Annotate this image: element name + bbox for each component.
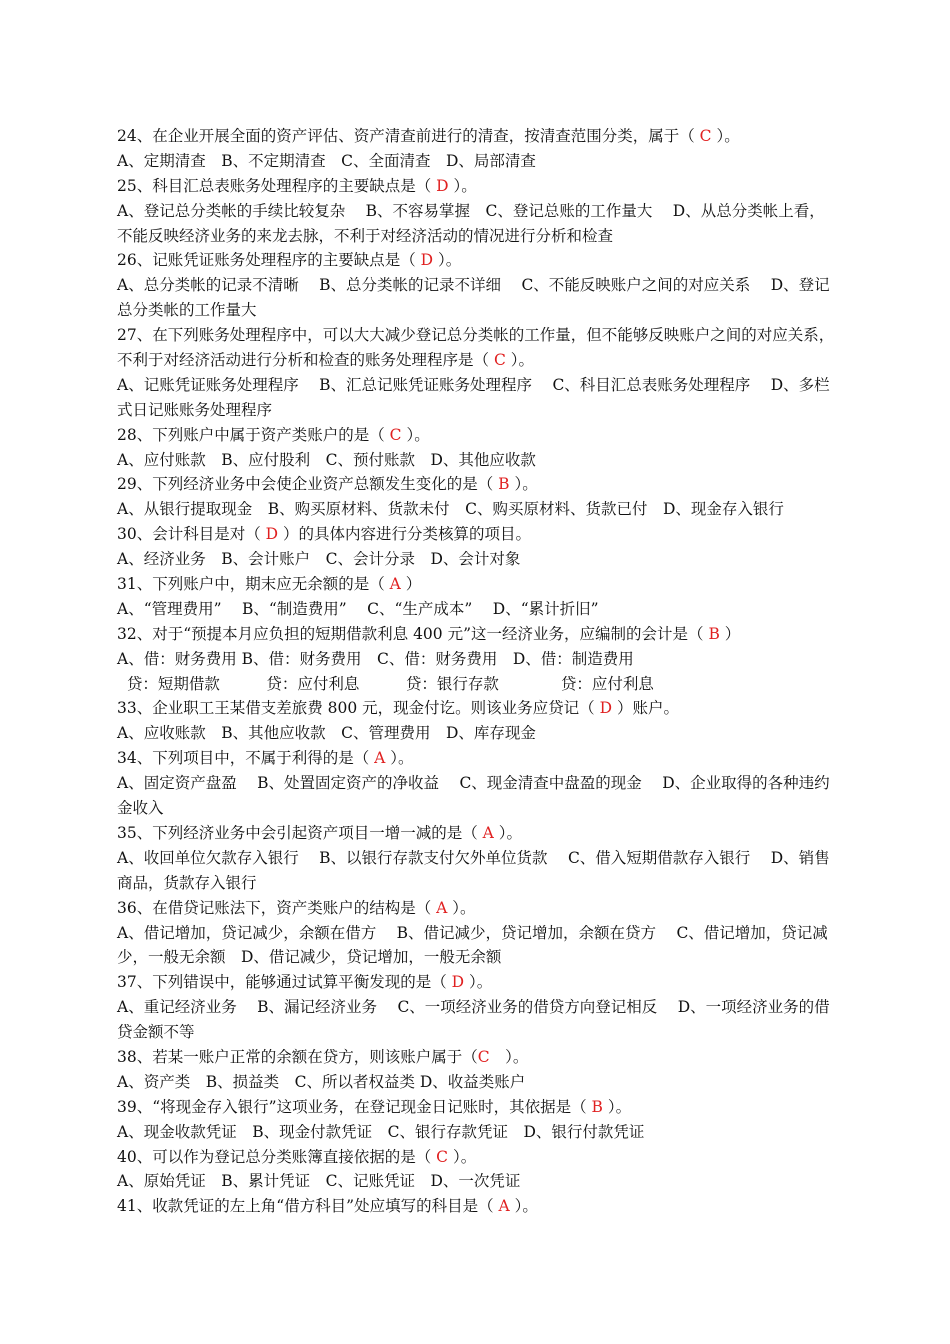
text-line xyxy=(117,1020,887,1045)
answer-letter: A xyxy=(436,898,448,917)
text-line xyxy=(117,1095,887,1120)
line-text: 不利于对经济活动进行分析和检查的账务处理程序是（ xyxy=(117,351,494,370)
line-text-tail: ）的具体内容进行分类核算的项目。 xyxy=(278,525,532,544)
line-text: 式日记账账务处理程序 xyxy=(117,400,273,419)
line-text-tail: ）。 xyxy=(464,973,493,992)
text-line xyxy=(117,721,887,746)
line-text: A、现金收款凭证 B、现金付款凭证 C、银行存款凭证 D、银行付款凭证 xyxy=(117,1122,645,1141)
line-text-tail: ）。 xyxy=(505,351,534,370)
answer-letter: B xyxy=(591,1097,603,1116)
line-text: A、固定资产盘盈 B、处置固定资产的净收益 C、现金清查中盘盈的现金 D、企业取得的各种违约 xyxy=(117,774,830,793)
line-text: 贷：短期借款 贷：应付利息 贷：银行存款 贷：应付利息 xyxy=(117,674,654,693)
text-line xyxy=(117,472,887,497)
answer-letter: A xyxy=(482,823,494,842)
text-line xyxy=(117,273,887,298)
answer-letter: C xyxy=(436,1147,449,1166)
line-text: 28、下列账户中属于资产类账户的是（ xyxy=(117,425,390,444)
line-text-tail: ）。 xyxy=(711,127,740,145)
line-text: 32、对于“预提本月应负担的短期借款利息 400 元”这一经济业务，应编制的会计是（ xyxy=(117,624,709,643)
line-text: 26、记账凭证账务处理程序的主要缺点是（ xyxy=(117,251,421,270)
text-line xyxy=(117,945,887,970)
line-text: A、借：财务费用 B、借：财务费用 C、借：财务费用 D、借：制造费用 xyxy=(117,649,634,668)
line-text: A、经济业务 B、会计账户 C、会计分录 D、会计对象 xyxy=(117,550,521,569)
answer-letter: C xyxy=(389,425,402,444)
text-line xyxy=(117,771,887,796)
text-line xyxy=(117,995,887,1020)
line-text: 不能反映经济业务的来龙去脉，不利于对经济活动的情况进行分析和检查 xyxy=(117,226,614,245)
line-text: A、“管理费用” B、“制造费用” C、“生产成本” D、“累计折旧” xyxy=(117,599,599,618)
line-text: A、收回单位欠款存入银行 B、以银行存款支付欠外单位货款 C、借入短期借款存入银行 D、销售 xyxy=(117,848,830,867)
text-line xyxy=(117,1045,887,1070)
line-text: A、借记增加，贷记减少，余额在借方 B、借记减少，贷记增加，余额在贷方 C、借记增加，贷记减 xyxy=(117,923,828,942)
line-text: A、原始凭证 B、累计凭证 C、记账凭证 D、一次凭证 xyxy=(117,1172,521,1191)
line-text-tail: ）。 xyxy=(401,425,430,444)
line-text: 金收入 xyxy=(117,799,164,818)
line-text: 29、下列经济业务中会使企业资产总额发生变化的是（ xyxy=(117,475,499,494)
line-text: 27、在下列账务处理程序中，可以大大减少登记总分类帐的工作量，但不能够反映账户之间的对应关系， xyxy=(117,326,835,345)
line-text-tail: ）。 xyxy=(385,749,414,768)
text-line xyxy=(117,1145,887,1170)
document-page xyxy=(117,124,887,1219)
text-line xyxy=(117,199,887,224)
answer-letter: D xyxy=(420,251,434,270)
text-line xyxy=(117,746,887,771)
text-line xyxy=(117,323,887,348)
text-line xyxy=(117,896,887,921)
text-line xyxy=(117,547,887,572)
line-text-tail: ）。 xyxy=(448,1147,477,1166)
line-text: A、资产类 B、损益类 C、所以者权益类 D、收益类账户 xyxy=(117,1072,526,1091)
line-text: 36、在借贷记账法下，资产类账户的结构是（ xyxy=(117,898,437,917)
line-text-tail: ）账户。 xyxy=(612,699,679,718)
text-line xyxy=(117,522,887,547)
line-text: 24、在企业开展全面的资产评估、资产清查前进行的清查，按清查范围分类，属于（ xyxy=(117,127,700,145)
line-text: 总分类帐的工作量大 xyxy=(117,301,257,320)
text-line xyxy=(117,1070,887,1095)
text-line xyxy=(117,448,887,473)
line-text-tail: ）。 xyxy=(447,898,476,917)
answer-letter: A xyxy=(498,1197,510,1216)
answer-letter: C xyxy=(493,351,506,370)
text-line xyxy=(117,174,887,199)
line-text: 41、收款凭证的左上角“借方科目”处应填写的科目是（ xyxy=(117,1197,499,1216)
line-text: A、应收账款 B、其他应收款 C、管理费用 D、库存现金 xyxy=(117,724,536,743)
line-text: 少，一般无余额 D、借记减少，贷记增加，一般无余额 xyxy=(117,948,502,967)
line-text: 商品，货款存入银行 xyxy=(117,873,257,892)
line-text: 33、企业职工王某借支差旅费 800 元，现金付讫。则该业务应贷记（ xyxy=(117,699,600,718)
text-line xyxy=(117,497,887,522)
text-line xyxy=(117,696,887,721)
line-text: 34、下列项目中，不属于利得的是（ xyxy=(117,749,375,768)
text-line xyxy=(117,224,887,249)
line-text: 38、若某一账户正常的余额在贷方，则该账户属于（ xyxy=(117,1047,478,1066)
text-line xyxy=(117,672,887,697)
line-text: A、应付账款 B、应付股利 C、预付账款 D、其他应收款 xyxy=(117,450,536,469)
line-text: A、总分类帐的记录不清晰 B、总分类帐的记录不详细 C、不能反映账户之间的对应关系 D、登记 xyxy=(117,276,830,295)
answer-letter: D xyxy=(265,525,279,544)
line-text: 37、下列错误中，能够通过试算平衡发现的是（ xyxy=(117,973,452,992)
line-text: 31、下列账户中，期末应无余额的是（ xyxy=(117,575,390,594)
line-text: A、重记经济业务 B、漏记经济业务 C、一项经济业务的借贷方向登记相反 D、一项经济业务的借 xyxy=(117,998,830,1017)
text-line xyxy=(117,846,887,871)
line-text: 25、科目汇总表账务处理程序的主要缺点是（ xyxy=(117,176,437,195)
text-line xyxy=(117,572,887,597)
answer-letter: C xyxy=(477,1047,490,1066)
answer-letter: A xyxy=(374,749,386,768)
line-text-tail: ） xyxy=(719,624,741,643)
line-text-tail: ）。 xyxy=(509,475,538,494)
text-line xyxy=(117,597,887,622)
text-line xyxy=(117,373,887,398)
line-text-tail: ）。 xyxy=(489,1047,529,1066)
line-text-tail: ）。 xyxy=(493,823,523,842)
text-line xyxy=(117,298,887,323)
line-text: A、登记总分类帐的手续比较复杂 B、不容易掌握 C、登记总账的工作量大 D、从总分类帐上看， xyxy=(117,201,825,220)
text-line xyxy=(117,248,887,273)
text-line xyxy=(117,423,887,448)
answer-letter: B xyxy=(708,624,720,643)
line-text-tail: ）。 xyxy=(509,1197,538,1216)
text-line xyxy=(117,1194,887,1219)
line-text-tail: ）。 xyxy=(433,251,462,270)
line-text-tail: ）。 xyxy=(448,176,477,195)
text-line xyxy=(117,1120,887,1145)
text-line xyxy=(117,871,887,896)
answer-letter: A xyxy=(389,575,401,594)
answer-letter: C xyxy=(699,127,712,145)
line-text: 39、“将现金存入银行”这项业务，在登记现金日记账时，其依据是（ xyxy=(117,1097,592,1116)
line-text: 贷金额不等 xyxy=(117,1023,195,1042)
text-line xyxy=(117,821,887,846)
text-line xyxy=(117,970,887,995)
line-text: 35、下列经济业务中会引起资产项目一增一减的是（ xyxy=(117,823,483,842)
text-line xyxy=(117,622,887,647)
text-line xyxy=(117,398,887,423)
answer-letter: D xyxy=(599,699,613,718)
line-text: A、记账凭证账务处理程序 B、汇总记账凭证账务处理程序 C、科目汇总表账务处理程序 D、多栏 xyxy=(117,375,830,394)
answer-letter: D xyxy=(451,973,465,992)
text-line xyxy=(117,796,887,821)
line-text: 40、可以作为登记总分类账簿直接依据的是（ xyxy=(117,1147,437,1166)
text-line xyxy=(117,149,887,174)
line-text: A、从银行提取现金 B、购买原材料、货款未付 C、购买原材料、货款已付 D、现金存入银行 xyxy=(117,500,784,519)
line-text: A、定期清查 B、不定期清查 C、全面清查 D、局部清查 xyxy=(117,151,536,170)
line-text-tail: ） xyxy=(400,575,422,594)
answer-letter: D xyxy=(436,176,449,195)
line-text: 30、会计科目是对（ xyxy=(117,525,266,544)
line-text-tail: ）。 xyxy=(602,1097,632,1116)
text-line xyxy=(117,647,887,672)
text-line xyxy=(117,124,887,149)
text-line xyxy=(117,921,887,946)
text-line xyxy=(117,348,887,373)
answer-letter: B xyxy=(498,475,510,494)
text-line xyxy=(117,1169,887,1194)
